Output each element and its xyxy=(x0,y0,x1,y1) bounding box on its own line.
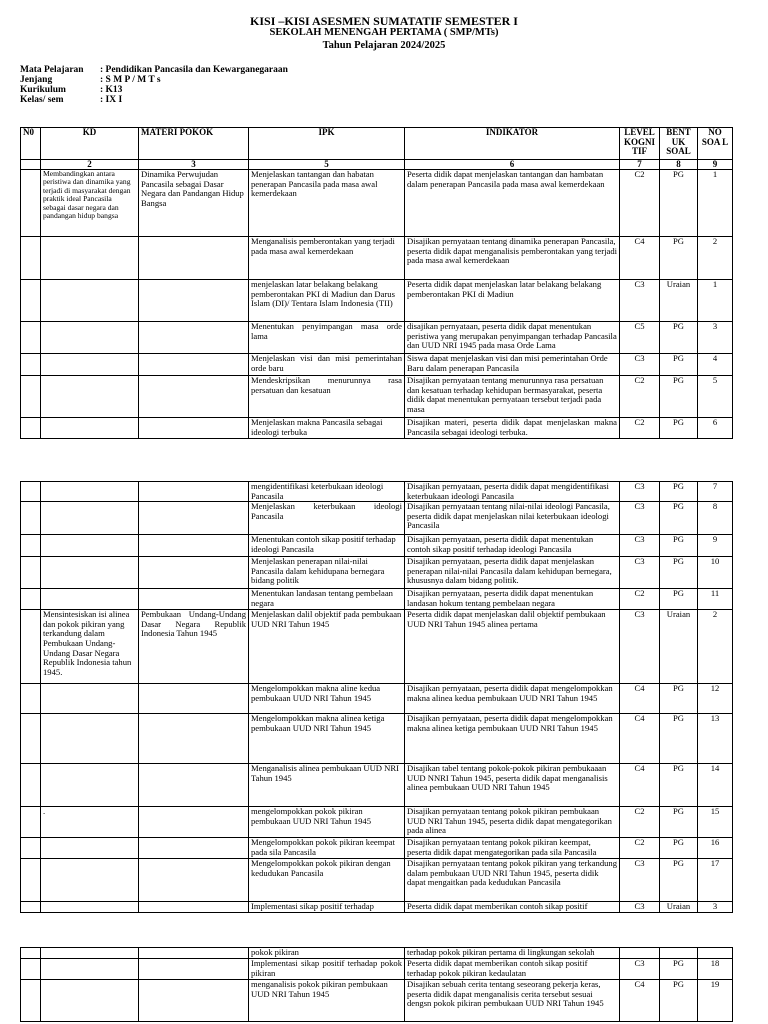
table-row xyxy=(21,237,733,280)
school-level: SEKOLAH MENENGAH PERTAMA ( SMP/MTs) xyxy=(269,27,499,38)
cell-no-soal: 3 xyxy=(698,902,733,913)
cell-no-soal: 14 xyxy=(698,764,733,807)
col-no-header: N0 xyxy=(21,128,41,160)
cell-ipk: Menentukan penyimpangan masa orde lama xyxy=(249,322,405,354)
cell-level: C3 xyxy=(620,354,660,376)
cell-level: C4 xyxy=(620,714,660,764)
cell-ipk: Menjelaskan keterbukaan ideologi Pancasila xyxy=(249,502,405,535)
cell-ipk: Mendeskripsikan menurunnya rasa persatuan dan kesatuan xyxy=(249,376,405,418)
cell-indikator: Peserta didik dapat memberikan contoh sikap positif terhadap pokok pikiran kedaulatan xyxy=(405,959,620,980)
cell-no-soal: 13 xyxy=(698,714,733,764)
table-row xyxy=(21,807,733,838)
cell-level: C3 xyxy=(620,482,660,502)
cell-indikator: Peserta didik dapat menjelaskan dalil objektif pembukaan UUD NRI Tahun 1945 alinea pertama xyxy=(405,610,620,684)
column-number xyxy=(21,160,41,170)
cell-no-soal: 3 xyxy=(698,322,733,354)
cell-level: C2 xyxy=(620,807,660,838)
cell-bentuk: PG xyxy=(660,535,698,557)
table-row xyxy=(21,482,733,502)
cell-indikator: Disajikan pernyataan tentang dinamika penerapan Pancasila, peserta didik dapat menganalisis pemberontakan yang terjadi pada masa awal kemerdekaan xyxy=(405,237,620,280)
cell-indikator: disajikan pernyataan, peserta didik dapat menentukan peristiwa yang merupakan penyimpangan terhadap Pancasila dan UUD NRI 1945 pada masa Orde Lama xyxy=(405,322,620,354)
kisi-table-page-2 xyxy=(20,481,733,913)
table-row xyxy=(21,764,733,807)
cell-bentuk: PG xyxy=(660,980,698,1022)
cell-bentuk: PG xyxy=(660,502,698,535)
cell-level: C3 xyxy=(620,280,660,322)
table-row xyxy=(21,980,733,1022)
meta-label: Mata Pelajaran xyxy=(20,65,84,75)
table-row xyxy=(21,280,733,322)
cell-ipk: Implementasi sikap positif terhadap pokok pikiran xyxy=(249,959,405,980)
column-number: 9 xyxy=(698,160,733,170)
cell-indikator: Disajikan pernyataan, peserta didik dapat menentukan landasan hokum tentang pembelaan negara xyxy=(405,589,620,610)
cell-level: C4 xyxy=(620,684,660,714)
meta-row xyxy=(20,95,288,105)
cell-no xyxy=(21,170,41,237)
cell-indikator: Disajikan sebuah cerita tentang seseorang pekerja keras, peserta didik dapat menganalisis cerita tersebut sesuai dengsn pokok pikiran pembukaan UUD NRI Tahun 1945 xyxy=(405,980,620,1022)
cell-no-soal: 1 xyxy=(698,280,733,322)
column-number-row xyxy=(21,160,733,170)
cell-ipk: Menjelaskan tantangan dan habatan penerapan Pancasila pada masa awal kemerdekaan xyxy=(249,170,405,237)
cell-level: C2 xyxy=(620,170,660,237)
cell-no-soal: 2 xyxy=(698,610,733,684)
cell-indikator: Disajikan pernyataan, peserta didik dapat mengelompokkan makna alinea ketiga pembukaan UUD NRI Tahun 1945 xyxy=(405,714,620,764)
cell-no xyxy=(21,610,41,684)
cell-bentuk: PG xyxy=(660,354,698,376)
cell-level: C2 xyxy=(620,376,660,418)
cell-level: C3 xyxy=(620,557,660,589)
cell-no-soal: 9 xyxy=(698,535,733,557)
document-meta xyxy=(20,65,288,105)
cell-kd: Membandingkan antara peristiwa dan dinamika yang terjadi di masyarakat dengan praktik ideal Pancasila sebagai dasar negara dan pandangan hidup bangsa xyxy=(41,170,139,237)
cell-bentuk: Uraian xyxy=(660,902,698,913)
academic-year: Tahun Pelajaran 2024/2025 xyxy=(322,40,446,51)
cell-bentuk: PG xyxy=(660,714,698,764)
cell-level xyxy=(620,948,660,959)
cell-indikator: Disajikan pernyataan tentang nilai-nilai ideologi Pancasila, peserta didik dapat menjelaskan nilai keterbukaan ideologi Pancasila xyxy=(405,502,620,535)
cell-ipk: Mengelompokkan makna aline kedua pembukaan UUD NRI Tahun 1945 xyxy=(249,684,405,714)
cell-level: C4 xyxy=(620,764,660,807)
cell-indikator: Disajikan pernyataan, peserta didik dapat menentukan contoh sikap positif terhadap ideologi Pancasila xyxy=(405,535,620,557)
cell-indikator: terhadap pokok pikiran pertama di lingkungan sekolah xyxy=(405,948,620,959)
cell-level: C3 xyxy=(620,859,660,902)
table-header-row xyxy=(21,128,733,160)
cell-bentuk: PG xyxy=(660,838,698,859)
table-row xyxy=(21,322,733,354)
cell-no-soal: 5 xyxy=(698,376,733,418)
table-row xyxy=(21,376,733,418)
cell-ipk: Menganalisis alinea pembukaan UUD NRI Tahun 1945 xyxy=(249,764,405,807)
table-row xyxy=(21,170,733,237)
cell-bentuk: PG xyxy=(660,589,698,610)
cell-bentuk: Uraian xyxy=(660,610,698,684)
cell-no-soal: 8 xyxy=(698,502,733,535)
table-row xyxy=(21,714,733,764)
cell-bentuk: Uraian xyxy=(660,280,698,322)
document-title: KISI –KISI ASESMEN SUMATATIF SEMESTER I xyxy=(250,14,518,28)
cell-bentuk: PG xyxy=(660,237,698,280)
meta-value: : Pendidikan Pancasila dan Kewarganegaraan xyxy=(100,65,288,75)
table-row xyxy=(21,589,733,610)
table-row xyxy=(21,959,733,980)
cell-bentuk: PG xyxy=(660,557,698,589)
cell-level: C3 xyxy=(620,610,660,684)
col-indikator-header: INDIKATOR xyxy=(405,128,620,160)
cell-level: C3 xyxy=(620,535,660,557)
cell-level: C3 xyxy=(620,902,660,913)
meta-label: Kurikulum xyxy=(20,85,66,95)
cell-indikator: Disajikan tabel tentang pokok-pokok pikiran pembukaaan UUD NNRI Tahun 1945, peserta didik dapat menganalisis alinea pembukaan UUD NRI Tahun 1945 xyxy=(405,764,620,807)
cell-indikator: Peserta didik dapat menjelaskan latar belakang belakang pemberontakan PKI di Madiun xyxy=(405,280,620,322)
table-row xyxy=(21,557,733,589)
cell-ipk: mengidentifikasi keterbukaan ideologi Pancasila xyxy=(249,482,405,502)
col-materi-header: MATERI POKOK xyxy=(139,128,249,160)
cell-bentuk: PG xyxy=(660,170,698,237)
col-level-header: LEVEL KOGNI TIF xyxy=(620,128,660,160)
cell-bentuk: PG xyxy=(660,418,698,439)
cell-ipk: menganalisis pokok pikiran pembukaan UUD NRI Tahun 1945 xyxy=(249,980,405,1022)
cell-level: C3 xyxy=(620,959,660,980)
cell-indikator: Disajikan materi, peserta didik dapat menjelaskan makna Pancasila sebagai ideologi terbuka. xyxy=(405,418,620,439)
cell-level: C5 xyxy=(620,322,660,354)
meta-label: Kelas/ sem xyxy=(20,95,64,105)
cell-no-soal: 15 xyxy=(698,807,733,838)
meta-value: : K13 xyxy=(100,85,123,95)
table-row xyxy=(21,354,733,376)
cell-level: C3 xyxy=(620,502,660,535)
table-row xyxy=(21,610,733,684)
cell-kd: . xyxy=(41,807,139,838)
table-row xyxy=(21,684,733,714)
cell-ipk: Menganalisis pemberontakan yang terjadi pada masa awal kemerdekaan xyxy=(249,237,405,280)
cell-ipk: Implementasi sikap positif terhadap xyxy=(249,902,405,913)
table-row xyxy=(21,859,733,902)
cell-level: C2 xyxy=(620,589,660,610)
cell-indikator: Disajikan pernyataan, peserta didik dapat mengidentifikasi keterbukaan ideologi Pancasila xyxy=(405,482,620,502)
cell-indikator: Disajikan pernyataan, peserta didik dapat mengelompokkan makna alinea kedua pembukaan UUD NRI Tahun 1945 xyxy=(405,684,620,714)
cell-no-soal: 19 xyxy=(698,980,733,1022)
cell-materi: Dinamika Perwujudan Pancasila sebagai Dasar Negara dan Pandangan Hidup Bangsa xyxy=(139,170,249,237)
table-row xyxy=(21,535,733,557)
column-number: 5 xyxy=(249,160,405,170)
cell-kd: Mensintesiskan isi alinea dan pokok pikiran yang terkandung dalam Pembukaan Undang-Undang Dasar Negara Republik Indonesia tahun 1945. xyxy=(41,610,139,684)
table-row xyxy=(21,948,733,959)
column-number: 2 xyxy=(41,160,139,170)
cell-no-soal: 7 xyxy=(698,482,733,502)
cell-bentuk xyxy=(660,948,698,959)
kisi-table-page-3 xyxy=(20,947,733,1022)
cell-ipk: Menjelaskan visi dan misi pemerintahan orde baru xyxy=(249,354,405,376)
cell-indikator: Siswa dapat menjelaskan visi dan misi pemerintahan Orde Baru dalam penerapan Pancasila xyxy=(405,354,620,376)
cell-indikator: Disajikan pernyataan tentang pokok pikiran pembukaan UUD NRI Tahun 1945, peserta didik dapat mengategorikan pada alinea xyxy=(405,807,620,838)
cell-indikator: Peserta didik dapat memberikan contoh sikap positif xyxy=(405,902,620,913)
cell-level: C4 xyxy=(620,980,660,1022)
col-ipk-header: IPK xyxy=(249,128,405,160)
cell-bentuk: PG xyxy=(660,807,698,838)
cell-no-soal: 1 xyxy=(698,170,733,237)
cell-bentuk: PG xyxy=(660,322,698,354)
cell-no-soal: 12 xyxy=(698,684,733,714)
cell-indikator: Disajikan pernyataan, peserta didik dapat menjelaskan penerapan nilai-nilai Pancasila dalam kehidupan bernegara, khususnya dalam bidang politik. xyxy=(405,557,620,589)
cell-indikator: Disajikan pernyataan tentang pokok pikiran keempat, peserta didik dapat mengategorikan pada sila Pancasila xyxy=(405,838,620,859)
col-kd-header: KD xyxy=(41,128,139,160)
column-number: 8 xyxy=(660,160,698,170)
cell-ipk: Menjelaskan penerapan nilai-nilai Pancasila dalam kehidupana bernegara bidang politik xyxy=(249,557,405,589)
col-no-soal-header: NO SOA L xyxy=(698,128,733,160)
cell-no-soal: 6 xyxy=(698,418,733,439)
meta-row xyxy=(20,75,288,85)
cell-no-soal: 17 xyxy=(698,859,733,902)
meta-label: Jenjang xyxy=(20,75,53,85)
meta-row xyxy=(20,85,288,95)
table-row xyxy=(21,902,733,913)
cell-no-soal: 4 xyxy=(698,354,733,376)
cell-no-soal: 16 xyxy=(698,838,733,859)
cell-indikator: Disajikan pernyataan tentang menurunnya rasa persatuan dan kesatuan terhadap kehidupan bermasyarakat, peserta didik dapat menentukan pernyataan tersebut terjadi pada masa xyxy=(405,376,620,418)
cell-bentuk: PG xyxy=(660,684,698,714)
table-row xyxy=(21,838,733,859)
cell-bentuk: PG xyxy=(660,376,698,418)
cell-no-soal xyxy=(698,948,733,959)
kisi-table-page-1 xyxy=(20,127,733,439)
meta-value: : S M P / M T s xyxy=(100,75,161,85)
cell-ipk: mengelompokkan pokok pikiran pembukaan UUD NRI Tahun 1945 xyxy=(249,807,405,838)
cell-ipk: menjelaskan latar belakang belakang pemberontakan PKI di Madiun dan Darus Islam (DI)/ Tentara Islam Indonesia (TII) xyxy=(249,280,405,322)
cell-ipk: pokok pikiran xyxy=(249,948,405,959)
cell-level: C4 xyxy=(620,237,660,280)
cell-no-soal: 10 xyxy=(698,557,733,589)
cell-indikator: Peserta didik dapat menjelaskan tantangan dan hambatan dalam penerapan Pancasila pada masa awal kemerdekaan xyxy=(405,170,620,237)
cell-ipk: Mengelompokkan pokok pikiran dengan kedudukan Pancasila xyxy=(249,859,405,902)
cell-bentuk: PG xyxy=(660,959,698,980)
cell-ipk: Mengelompokkan pokok pikiran keempat pada sila Pancasila xyxy=(249,838,405,859)
cell-no-soal: 11 xyxy=(698,589,733,610)
cell-no-soal: 2 xyxy=(698,237,733,280)
table-row xyxy=(21,418,733,439)
cell-no-soal: 18 xyxy=(698,959,733,980)
meta-row xyxy=(20,65,288,75)
column-number: 7 xyxy=(620,160,660,170)
cell-bentuk: PG xyxy=(660,482,698,502)
cell-ipk: Menentukan landasan tentang pembelaan negara xyxy=(249,589,405,610)
cell-bentuk: PG xyxy=(660,764,698,807)
cell-level: C2 xyxy=(620,418,660,439)
col-bentuk-header: BENT UK SOAL xyxy=(660,128,698,160)
cell-ipk: Menentukan contoh sikap positif terhadap ideologi Pancasila xyxy=(249,535,405,557)
meta-value: : IX I xyxy=(100,95,123,105)
cell-ipk: Menjelaskan makna Pancasila sebagai ideologi terbuka xyxy=(249,418,405,439)
cell-ipk: Menjelaskan dalil objektif pada pembukaan UUD NRI Tahun 1945 xyxy=(249,610,405,684)
column-number: 6 xyxy=(405,160,620,170)
table-row xyxy=(21,502,733,535)
cell-bentuk: PG xyxy=(660,859,698,902)
column-number: 3 xyxy=(139,160,249,170)
cell-ipk: Mengelompokkan makna alinea ketiga pembukaan UUD NRI Tahun 1945 xyxy=(249,714,405,764)
cell-materi: Pembukaan Undang-Undang Dasar Negara Republik Indonesia Tahun 1945 xyxy=(139,610,249,684)
cell-indikator: Disajikan pernyataan tentang pokok pikiran yang terkandung dalam pembukaan UUD NRI Tahun 1945, peserta didik dapat mengaitkan pada kedudukan Pancasila xyxy=(405,859,620,902)
cell-level: C2 xyxy=(620,838,660,859)
